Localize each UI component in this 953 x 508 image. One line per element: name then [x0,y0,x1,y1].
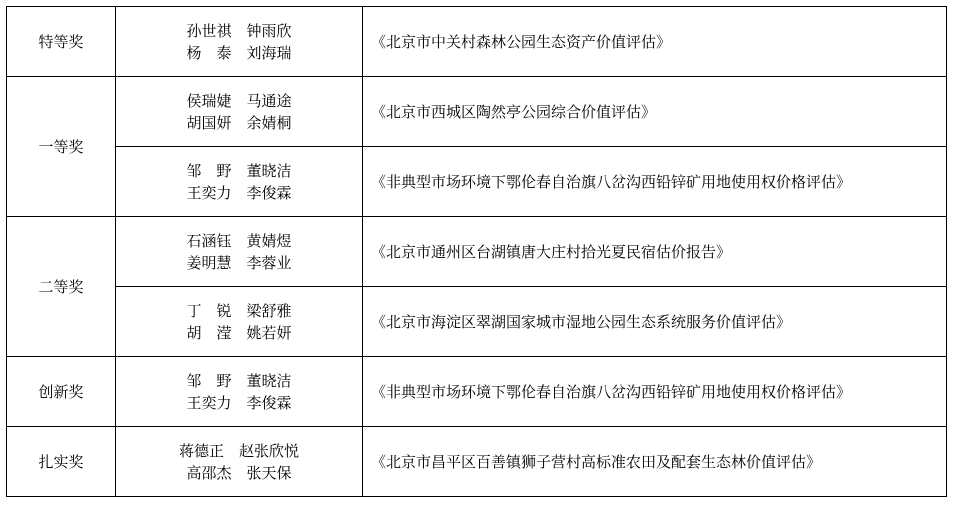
table-row [7,7,947,77]
member-names: 丁 锐 梁舒雅 [186,301,292,320]
award-level: 扎实奖 [7,427,116,497]
project-title: 《非典型市场环境下鄂伦春自治旗八岔沟西铅锌矿用地使用权价格评估》 [363,357,947,427]
member-names: 姜明慧 李蓉业 [186,253,292,272]
team-members [116,217,363,287]
team-members [116,357,363,427]
table-row [7,287,947,357]
team-members [116,77,363,147]
member-names: 邹 野 董晓洁 [186,371,292,390]
project-title: 《非典型市场环境下鄂伦春自治旗八岔沟西铅锌矿用地使用权价格评估》 [363,147,947,217]
member-names: 石涵钰 黄婧煜 [186,231,292,250]
team-members [116,287,363,357]
member-names: 孙世祺 钟雨欣 [186,21,292,40]
project-title: 《北京市西城区陶然亭公园综合价值评估》 [363,77,947,147]
award-level: 特等奖 [7,7,116,77]
member-names: 高邵杰 张天保 [186,463,292,482]
project-title: 《北京市海淀区翠湖国家城市湿地公园生态系统服务价值评估》 [363,287,947,357]
table-row [7,77,947,147]
table-row [7,147,947,217]
project-title: 《北京市通州区台湖镇唐大庄村拾光夏民宿估价报告》 [363,217,947,287]
member-names: 胡 滢 姚若妍 [186,323,292,342]
member-names: 胡国妍 余婧桐 [186,113,292,132]
member-names: 邹 野 董晓洁 [186,161,292,180]
awards-table [6,6,947,497]
award-level: 一等奖 [7,77,116,217]
team-members [116,7,363,77]
award-level: 二等奖 [7,217,116,357]
member-names: 杨 泰 刘海瑞 [186,43,292,62]
award-level: 创新奖 [7,357,116,427]
table-row [7,357,947,427]
team-members [116,147,363,217]
team-members [116,427,363,497]
table-row [7,217,947,287]
project-title: 《北京市昌平区百善镇狮子营村高标准农田及配套生态林价值评估》 [363,427,947,497]
member-names: 王奕力 李俊霖 [186,183,292,202]
member-names: 侯瑞婕 马通途 [186,91,292,110]
table-row [7,427,947,497]
member-names: 蒋德正 赵张欣悦 [178,441,299,460]
member-names: 王奕力 李俊霖 [186,393,292,412]
project-title: 《北京市中关村森林公园生态资产价值评估》 [363,7,947,77]
